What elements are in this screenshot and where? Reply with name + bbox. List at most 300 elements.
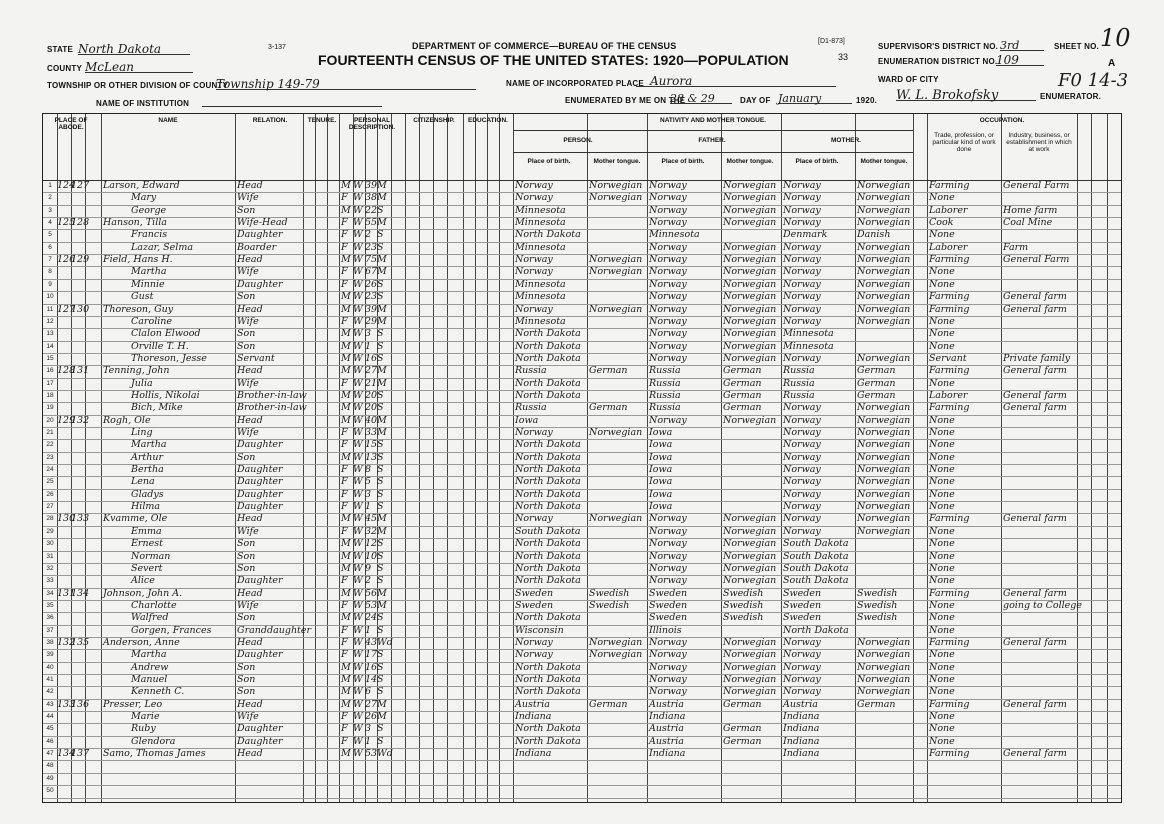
cell-fpob: Austria [649,698,684,710]
cell-mpob: Norway [783,192,821,204]
enumerator-label: ENUMERATOR. [1040,92,1102,101]
cell-fmt: German [723,365,762,377]
table-row [43,254,1121,266]
cell-pob: Minnesota [515,315,566,327]
cell-n: 38 [46,638,54,646]
cell-fmt: Norwegian [723,204,777,216]
header-rule [513,130,913,131]
cell-occ: None [929,686,955,698]
cell-ind: General farm [1003,303,1067,315]
cell-rel: Son [237,340,256,352]
cell-n: 4 [48,219,52,227]
cell-mpob: Minnesota [783,340,834,352]
cell-n: 47 [46,750,54,758]
cell-mpob: Sweden [783,612,822,624]
cell-ms: M [377,266,387,278]
cell-race: W [353,587,363,599]
cell-age: 9 [365,562,372,574]
cell-sex: M [341,303,351,315]
cell-sex: M [341,328,351,340]
cell-sex: F [341,476,348,488]
cell-age: 26 [365,278,378,290]
cell-n: 20 [46,416,54,424]
cell-ms: S [377,661,384,673]
col-mother-tongue: Mother tongue. [860,158,908,165]
cell-mt: German [589,698,628,710]
cell-fpob: Norway [649,525,687,537]
cell-rel: Son [237,204,256,216]
cell-pob: Indiana [515,711,552,723]
cell-fam: 130 [71,303,90,315]
table-row [43,662,1121,674]
cell-sex: F [341,464,348,476]
cell-sex: F [341,192,348,204]
cell-mpob: Norway [783,501,821,513]
cell-fpob: Norway [649,562,687,574]
cell-name: Clalon Elwood [131,328,201,340]
cell-mpob: Sweden [783,587,822,599]
cell-pob: North Dakota [515,352,581,364]
cell-sex: M [341,352,351,364]
cell-pob: Norway [515,266,553,278]
cell-mpob: Norway [783,278,821,290]
cell-rel: Boarder [237,241,277,253]
cell-n: 43 [46,700,54,708]
cell-fmt: Norwegian [723,266,777,278]
cell-fmt: Norwegian [723,686,777,698]
table-row [43,612,1121,624]
cell-n: 39 [46,651,54,659]
cell-age: 1 [365,624,372,636]
cell-dw: 133 [57,698,76,710]
cell-mpob: Russia [783,389,815,401]
cell-sex: F [341,501,348,513]
cell-sex: F [341,723,348,735]
cell-ms: S [377,389,384,401]
cell-fmt: Norwegian [723,352,777,364]
cell-pob: North Dakota [515,686,581,698]
cell-occ: None [929,624,955,636]
cell-sex: F [341,266,348,278]
cell-mt: Norwegian [589,180,643,191]
cell-n: 28 [46,515,54,523]
cell-age: 13 [365,451,378,463]
cell-name: Mary [131,192,157,204]
cell-mpob: Russia [783,377,815,389]
table-row [43,513,1121,525]
cell-mt: Norwegian [589,303,643,315]
cell-occ: None [929,735,955,747]
cell-rel: Head [237,414,263,426]
cell-rel: Head [237,365,263,377]
cell-occ: Servant [929,352,967,364]
cell-fmt: Norwegian [723,525,777,537]
cell-n: 32 [46,564,54,572]
cell-name: George [131,204,167,216]
cell-dw: 130 [57,513,76,525]
cell-occ: None [929,451,955,463]
cell-n: 9 [48,280,52,288]
cell-occ: None [929,192,955,204]
table-row [43,748,1121,760]
cell-n: 25 [46,478,54,486]
cell-pob: North Dakota [515,328,581,340]
cell-mt: Swedish [589,587,630,599]
cell-fam: 135 [71,636,90,648]
cell-fpob: Norway [649,328,687,340]
cell-age: 15 [365,439,378,451]
col-trade: Trade, profession, or particular kind of work done [932,132,996,153]
cell-ms: S [377,278,384,290]
table-row [43,588,1121,600]
cell-age: 39 [365,303,378,315]
table-row [43,365,1121,377]
cell-rel: Head [237,748,263,760]
cell-ms: S [377,735,384,747]
cell-rel: Son [237,612,256,624]
cell-fam: 133 [71,513,90,525]
cell-mpob: Norway [783,649,821,661]
cell-race: W [353,674,363,685]
cell-name: Martha [131,649,167,661]
cell-rel: Son [237,674,256,685]
cell-mt: Norwegian [589,636,643,648]
cell-age: 29 [365,315,378,327]
cell-pob: Austria [515,698,550,710]
table-row [43,563,1121,575]
table-row [43,476,1121,488]
col-mother: MOTHER. [831,137,861,144]
cell-fmt: German [723,402,762,414]
cell-fpob: Russia [649,402,681,414]
cell-fmt: Norwegian [723,414,777,426]
cell-age: 23 [365,241,378,253]
cell-race: W [353,661,363,673]
cell-ind: General farm [1003,748,1067,760]
cell-rel: Head [237,587,263,599]
cell-n: 14 [46,342,54,350]
cell-race: W [353,525,363,537]
cell-occ: Farming [929,748,970,760]
cell-race: W [353,204,363,216]
department: DEPARTMENT OF COMMERCE—BUREAU OF THE CENSUS [412,41,677,51]
cell-sex: F [341,735,348,747]
cell-ms: S [377,402,384,414]
cell-pob: North Dakota [515,575,581,587]
cell-fmt: Norwegian [723,192,777,204]
cell-race: W [353,377,363,389]
cell-age: 3 [365,723,372,735]
table-row [43,180,1121,192]
cell-sex: F [341,525,348,537]
cell-age: 20 [365,389,378,401]
left-margin [0,0,42,824]
cell-name: Kvamme, Ole [103,513,168,525]
cell-fpob: Norway [649,315,687,327]
cell-mpob: Norway [783,451,821,463]
cell-name: Johnson, John A. [103,587,183,599]
cell-age: 45 [365,513,378,525]
cell-mpob: Denmark [783,229,828,241]
cell-race: W [353,328,363,340]
col-citizenship: CITIZENSHIP. [413,117,455,124]
cell-ms: M [377,192,387,204]
cell-ms: Wd [377,636,393,648]
cell-name: Hilma [131,501,161,513]
cell-name: Bertha [131,464,164,476]
cell-occ: None [929,562,955,574]
month-field: January [778,89,852,104]
cell-fmt: German [723,377,762,389]
cell-ms: S [377,291,384,303]
cell-n: 10 [46,293,54,301]
cell-mpob: Norway [783,180,821,191]
cell-occ: Laborer [929,204,968,216]
cell-name: Emma [131,525,162,537]
table-row [43,291,1121,303]
cell-ms: S [377,562,384,574]
cell-fpob: Iowa [649,501,673,513]
cell-rel: Servant [237,352,275,364]
cell-mpob: Norway [783,352,821,364]
cell-race: W [353,550,363,562]
cell-pob: Russia [515,402,547,414]
cell-ind: General Farm [1003,180,1070,191]
cell-age: 1 [365,340,372,352]
cell-occ: Farming [929,180,970,191]
table-row [43,551,1121,563]
table-row [43,415,1121,427]
cell-rel: Head [237,303,263,315]
cell-fpob: Iowa [649,439,673,451]
cell-mpob: Norway [783,513,821,525]
table-row [43,242,1121,254]
col-person-birth: Place of birth. [527,158,571,165]
cell-fpob: Russia [649,365,681,377]
cell-ind: General farm [1003,587,1067,599]
page-stamp: 33 [838,52,849,62]
cell-pob: North Dakota [515,488,581,500]
cell-fpob: Sweden [649,599,688,611]
cell-fam: 137 [71,748,90,760]
cell-rel: Daughter [237,464,283,476]
cell-n: 5 [48,231,52,239]
cell-ms: M [377,513,387,525]
cell-sex: M [341,414,351,426]
county-label: COUNTY [47,64,82,73]
cell-race: W [353,439,363,451]
cell-n: 1 [48,182,52,189]
cell-rel: Daughter [237,439,283,451]
cell-sex: F [341,711,348,723]
cell-race: W [353,303,363,315]
cell-pob: North Dakota [515,550,581,562]
cell-age: 10 [365,550,378,562]
table-row [43,427,1121,439]
cell-sex: M [341,748,351,760]
cell-pob: North Dakota [515,340,581,352]
cell-name: Norman [131,550,171,562]
cell-ms: S [377,229,384,241]
cell-occ: Farming [929,587,970,599]
state-field: North Dakota [78,40,190,55]
cell-mpob: Norway [783,204,821,216]
cell-n: 36 [46,614,54,622]
supervisor-field: 3rd [1000,36,1044,51]
cell-ms: S [377,476,384,488]
row-rule [43,798,1121,799]
cell-pob: Sweden [515,587,554,599]
cell-name: Francis [131,229,168,241]
cell-n: 22 [46,441,54,449]
cell-pob: Iowa [515,414,539,426]
cell-race: W [353,599,363,611]
cell-age: 27 [365,365,378,377]
cell-mmt: Norwegian [857,291,911,303]
cell-fpob: Iowa [649,427,673,438]
cell-n: 46 [46,737,54,745]
cell-fpob: Indiana [649,711,686,723]
cell-fpob: Russia [649,377,681,389]
cell-ms: Wd [377,748,393,760]
cell-race: W [353,562,363,574]
cell-age: 32 [365,525,378,537]
cell-name: Alice [131,575,155,587]
ward-label: WARD OF CITY [878,75,939,84]
cell-ms: S [377,340,384,352]
cell-pob: Norway [515,192,553,204]
cell-ms: S [377,723,384,735]
cell-fmt: Swedish [723,599,764,611]
cell-age: 8 [365,464,372,476]
cell-sex: M [341,340,351,352]
cell-pob: North Dakota [515,451,581,463]
cell-ms: M [377,303,387,315]
cell-mmt: Norwegian [857,266,911,278]
cell-pob: Minnesota [515,217,566,229]
cell-pob: North Dakota [515,464,581,476]
cell-occ: None [929,464,955,476]
cell-age: 6 [365,686,372,698]
cell-fpob: Norway [649,241,687,253]
cell-name: Presser, Leo [103,698,163,710]
cell-pob: Norway [515,427,553,438]
table-row [43,625,1121,637]
cell-mt: Norwegian [589,649,643,661]
cell-sex: M [341,686,351,698]
cell-age: 17 [365,649,378,661]
cell-sex: M [341,451,351,463]
cell-occ: None [929,377,955,389]
cell-mt: Norwegian [589,254,643,266]
cell-mmt: Norwegian [857,451,911,463]
cell-pob: Norway [515,513,553,525]
cell-mmt: German [857,377,896,389]
cell-ind: General farm [1003,513,1067,525]
cell-name: Andrew [131,661,169,673]
cell-mt: Swedish [589,599,630,611]
cell-mmt: Norwegian [857,513,911,525]
cell-dw: 129 [57,414,76,426]
cell-age: 40 [365,414,378,426]
cell-n: 3 [48,206,52,214]
cell-mt: Norwegian [589,192,643,204]
cell-race: W [353,427,363,438]
cell-mpob: Indiana [783,711,820,723]
cell-n: 24 [46,466,54,474]
cell-name: Tenning, John [103,365,170,377]
col-tenure: TENURE. [307,117,337,124]
census-table [42,113,1122,803]
cell-ind: General farm [1003,636,1067,648]
cell-mpob: Norway [783,266,821,278]
cell-mmt: Swedish [857,587,898,599]
cell-fmt: Norwegian [723,254,777,266]
cell-name: Lazar, Selma [131,241,194,253]
cell-rel: Daughter [237,575,283,587]
cell-fmt: Norwegian [723,538,777,550]
cell-ms: M [377,315,387,327]
cell-fam: 132 [71,414,90,426]
cell-occ: None [929,674,955,685]
cell-fpob: Norway [649,649,687,661]
cell-mpob: Norway [783,315,821,327]
cell-fpob: Minnesota [649,229,700,241]
col-industry: Industry, business, or establishment in which at work [1006,132,1072,153]
cell-race: W [353,315,363,327]
cell-ms: M [377,698,387,710]
cell-age: 55 [365,217,378,229]
cell-pob: North Dakota [515,612,581,624]
cell-n: 41 [46,676,54,683]
cell-name: Martha [131,266,167,278]
cell-mpob: South Dakota [783,562,849,574]
cell-n: 50 [46,787,54,795]
cell-mmt: Norwegian [857,501,911,513]
cell-occ: None [929,612,955,624]
cell-name: Gust [131,291,154,303]
cell-fmt: Swedish [723,612,764,624]
table-row [43,736,1121,748]
cell-race: W [353,636,363,648]
cell-fpob: Iowa [649,464,673,476]
cell-pob: Wisconsin [515,624,564,636]
cell-fmt: Swedish [723,587,764,599]
cell-fpob: Norway [649,180,687,191]
cell-pob: North Dakota [515,476,581,488]
cell-occ: None [929,476,955,488]
cell-ms: S [377,352,384,364]
cell-mmt: Norwegian [857,476,911,488]
place-label: NAME OF INCORPORATED PLACE [506,79,644,88]
cell-ms: S [377,451,384,463]
cell-name: Thoreson, Guy [103,303,174,315]
cell-ind: General farm [1003,402,1067,414]
cell-mt: German [589,365,628,377]
table-row [43,266,1121,278]
cell-sex: F [341,377,348,389]
cell-age: 1 [365,735,372,747]
cell-fpob: Norway [649,278,687,290]
cell-fam: 131 [71,365,90,377]
cell-mpob: Norway [783,402,821,414]
cell-pob: North Dakota [515,735,581,747]
cell-sex: F [341,636,348,648]
cell-n: 40 [46,663,54,671]
cell-fam: 129 [71,254,90,266]
cell-fpob: Illinois [649,624,682,636]
cell-name: Larson, Edward [103,180,180,191]
